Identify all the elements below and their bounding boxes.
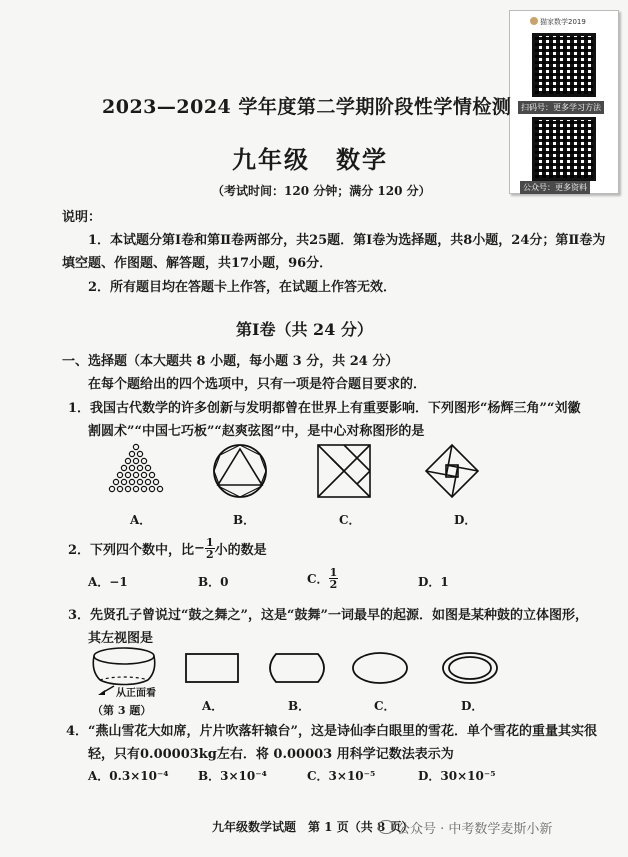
q2-option-a: A．−1 <box>88 575 128 589</box>
part1-heading: 第Ⅰ卷（共 24 分） <box>236 320 373 339</box>
qr-panel-top-text: 猫家数学2019 <box>540 18 586 26</box>
exam-info: （考试时间：120 分钟；满分 120 分） <box>212 184 431 198</box>
q1-option-c-label: C． <box>339 513 361 527</box>
q1-option-d-label: D． <box>454 513 477 527</box>
q4-option-c: C．3×10⁻⁵ <box>307 769 376 783</box>
q3-option-c-label: C． <box>374 699 396 713</box>
q4-option-d: D．30×10⁻⁵ <box>418 769 496 783</box>
zhaoshuang-figure <box>426 445 478 497</box>
exam-title: 2023—2024 学年度第二学期阶段性学情检测 <box>102 96 512 118</box>
view-arrow-icon <box>96 684 116 696</box>
q2-optc-num: 1 <box>329 566 338 579</box>
qr-code-panel <box>509 10 619 194</box>
drum-option-a-rectangle <box>186 654 238 682</box>
q2-fraction <box>205 537 215 560</box>
q4-option-b: B．3×10⁻⁴ <box>198 769 267 783</box>
qr-code-image <box>532 117 596 181</box>
qr-band-label-1: 扫码号：更多学习方法 <box>518 101 604 114</box>
section-title: 一、选择题（本大题共 8 小题，每小题 3 分，共 24 分） <box>62 354 399 369</box>
q1-stem-line1: 1．我国古代数学的许多创新与发明都曾在世界上有重要影响．下列图形“杨辉三角”“刘徽 <box>68 401 581 416</box>
tangram-figure <box>318 445 370 497</box>
qr-code-image <box>532 33 596 97</box>
q2-option-c-fraction <box>329 567 339 590</box>
page-footer: 九年级数学试题 第 1 页（共 8 页） <box>212 820 414 834</box>
wechat-icon <box>378 820 394 834</box>
q1-option-a-label: A． <box>130 513 152 527</box>
q3-option-b-label: B． <box>288 699 311 713</box>
q4-option-a: A．0.3×10⁻⁴ <box>88 769 169 783</box>
q2-stem-prefix: 2．下列四个数中，比 <box>68 543 195 558</box>
watermark-text: 公众号 · 中考数学麦斯小新 <box>397 822 553 837</box>
q3-stem-line2: 其左视图是 <box>88 631 154 646</box>
instructions-label: 说明： <box>62 210 102 225</box>
avatar-icon <box>530 17 538 25</box>
q2-option-d: D．1 <box>418 575 449 589</box>
q2-stem-suffix: 小的数是 <box>214 543 267 558</box>
q2-stem <box>68 537 267 560</box>
q3-option-d-label: D． <box>461 699 484 713</box>
q3-figure-caption: （第 3 题） <box>92 704 152 717</box>
q2-option-b: B．0 <box>198 575 229 589</box>
drum-option-b-hexagon <box>270 654 324 682</box>
section-description: 在每个题给出的四个选项中，只有一项是符合题目要求的． <box>88 377 427 392</box>
q1-figures <box>104 441 504 503</box>
q3-option-a-label: A． <box>202 699 224 713</box>
q2-minus: − <box>194 541 205 556</box>
q1-option-b-label: B． <box>233 513 256 527</box>
instruction-item-2: 2．所有题目均在答题卡上作答，在试题上作答无效． <box>88 280 397 295</box>
yanghui-triangle-figure <box>109 444 162 491</box>
drum-option-d-double-ellipse <box>443 653 497 683</box>
q3-stem-line1: 3．先贤孔子曾说过“鼓之舞之”，这是“鼓舞”一词最早的起源．如图是某种鼓的立体图形， <box>68 608 588 623</box>
drum-3d-figure <box>93 648 155 685</box>
instruction-item-1-cont: 填空题、作图题、解答题，共17小题，96分． <box>62 256 333 271</box>
subject-title: 九年级 数学 <box>232 145 388 174</box>
instruction-item-1: 1．本试题分第Ⅰ卷和第Ⅱ卷两部分，共25题．第Ⅰ卷为选择题，共8小题，24分；第Ⅱ卷为 <box>88 233 606 248</box>
q4-stem-line1: 4．“燕山雪花大如席，片片吹落轩辕台”，这是诗仙李白眼里的雪花．单个雪花的重量其实很 <box>66 724 598 739</box>
q4-stem-line2: 轻，只有0.00003kg左右．将 0.00003 用科学记数法表示为 <box>88 747 454 762</box>
qr-band-label-2: 公众号：更多资料 <box>520 181 590 194</box>
q2-optc-den: 2 <box>329 578 338 591</box>
q2-frac-num: 1 <box>205 536 214 549</box>
q2-frac-den: 2 <box>205 548 214 561</box>
q1-stem-line2: 割圆术”“中国七巧板”“赵爽弦图”中，是中心对称图形的是 <box>88 424 425 439</box>
liuhui-circle-figure <box>214 445 266 497</box>
q3-view-direction-label: 从正面看 <box>116 688 156 699</box>
drum-option-c-ellipse <box>353 653 407 683</box>
q2-option-c <box>307 567 338 590</box>
q2-option-c-label: C． <box>307 572 329 586</box>
